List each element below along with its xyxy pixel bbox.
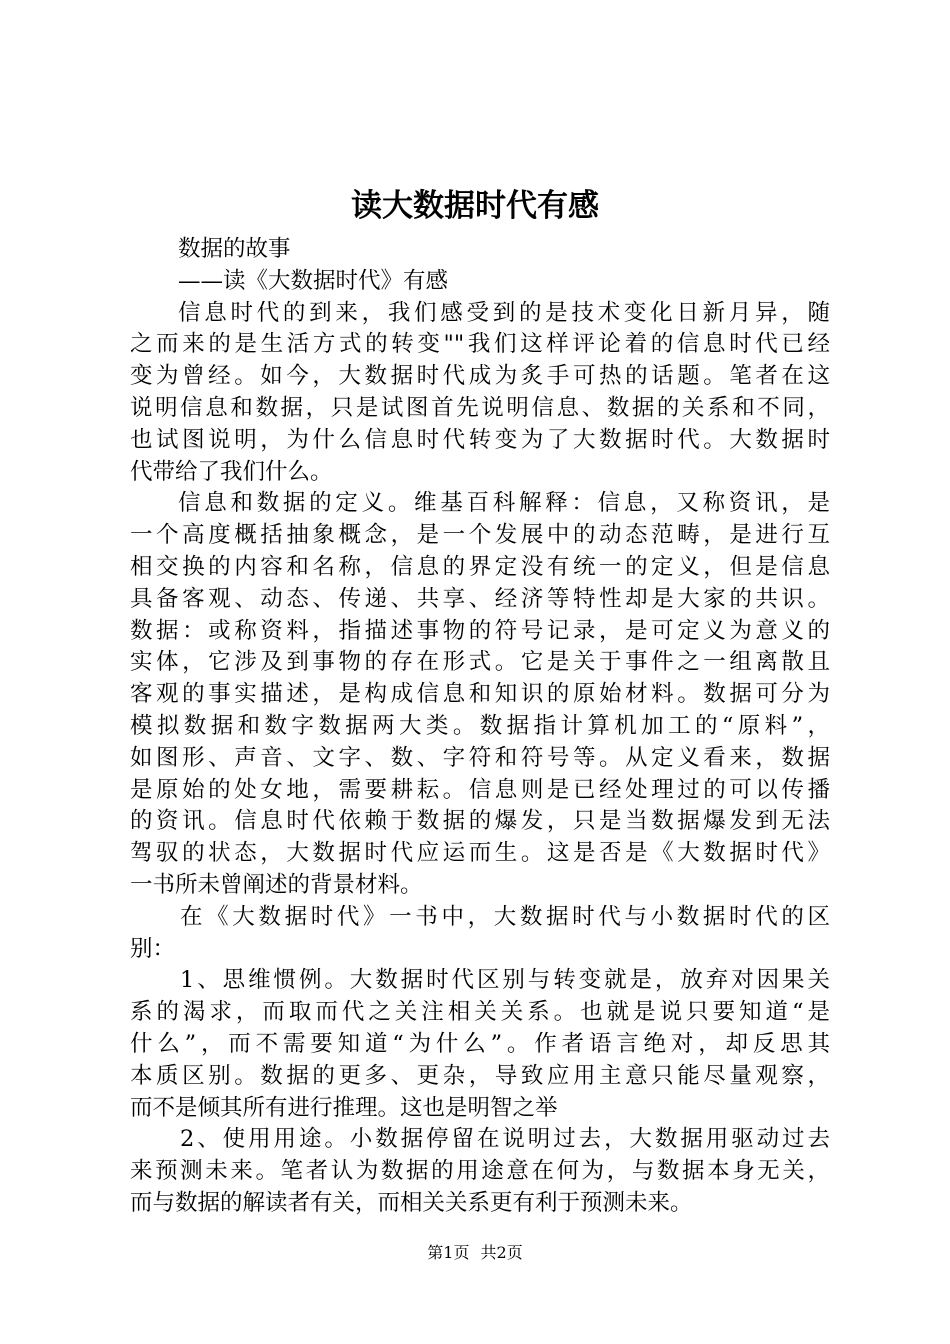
text-line: 一个高度概括抽象概念，是一个发展中的动态范畴，是进行互 bbox=[130, 522, 830, 549]
text-line: 系的渴求，而取而代之关注相关关系。也就是说只要知道“是 bbox=[130, 999, 830, 1026]
text-line: 来预测未来。笔者认为数据的用途意在何为，与数据本身无关， bbox=[130, 1158, 830, 1185]
text-line: 而不是倾其所有进行推理。这也是明智之举 bbox=[130, 1094, 558, 1121]
text-line: 数据：或称资料，指描述事物的符号记录，是可定义为意义的 bbox=[130, 617, 830, 644]
text-line: 的资讯。信息时代依赖于数据的爆发，只是当数据爆发到无法 bbox=[130, 808, 830, 835]
text-line: 客观的事实描述，是构成信息和知识的原始材料。数据可分为 bbox=[130, 681, 830, 708]
text-line: 实体，它涉及到事物的存在形式。它是关于事件之一组离散且 bbox=[130, 649, 830, 676]
text-line: 2、使用用途。小数据停留在说明过去，大数据用驱动过去 bbox=[180, 1126, 830, 1153]
text-line: 而与数据的解读者有关，而相关关系更有利于预测未来。 bbox=[130, 1189, 693, 1216]
page-footer bbox=[0, 1241, 950, 1265]
document-title: 读大数据时代有感 bbox=[351, 188, 599, 224]
text-line: 一书所未曾阐述的背景材料。 bbox=[130, 871, 423, 898]
text-line: 驾驭的状态，大数据时代应运而生。这是否是《大数据时代》 bbox=[130, 840, 830, 867]
text-line: 也试图说明，为什么信息时代转变为了大数据时代。大数据时 bbox=[130, 426, 830, 453]
text-line: 说明信息和数据，只是试图首先说明信息、数据的关系和不同， bbox=[130, 394, 830, 421]
text-line: 之而来的是生活方式的转变""我们这样评论着的信息时代已经 bbox=[130, 331, 830, 358]
text-line: 数据的故事 bbox=[178, 236, 291, 262]
text-line: 变为曾经。如今，大数据时代成为炙手可热的话题。笔者在这 bbox=[130, 363, 830, 390]
text-line: 如图形、声音、文字、数、字符和符号等。从定义看来，数据 bbox=[130, 744, 830, 771]
text-line: 信息和数据的定义。维基百科解释：信息，又称资讯，是 bbox=[178, 490, 830, 517]
text-line: 模拟数据和数字数据两大类。数据指计算机加工的“原料”， bbox=[130, 712, 830, 739]
text-line: 是原始的处女地，需要耕耘。信息则是已经处理过的可以传播 bbox=[130, 776, 830, 803]
text-line: 具备客观、动态、传递、共享、经济等特性却是大家的共识。 bbox=[130, 585, 830, 612]
page-number: 第1页 bbox=[427, 1243, 470, 1262]
text-line: 相交换的内容和名称，信息的界定没有统一的定义，但是信息 bbox=[130, 553, 830, 580]
text-line: 代带给了我们什么。 bbox=[130, 458, 333, 485]
text-line: ——读《大数据时代》有感 bbox=[178, 267, 449, 294]
text-line: 1、思维惯例。大数据时代区别与转变就是，放弃对因果关 bbox=[180, 967, 830, 994]
page-total: 共2页 bbox=[480, 1243, 523, 1262]
text-line: 什么”，而不需要知道“为什么”。作者语言绝对，却反思其 bbox=[130, 1030, 830, 1057]
text-line: 本质区别。数据的更多、更杂，导致应用主意只能尽量观察， bbox=[130, 1062, 830, 1089]
document-body bbox=[130, 234, 830, 1220]
text-line: 在《大数据时代》一书中，大数据时代与小数据时代的区 bbox=[180, 903, 830, 930]
text-line: 信息时代的到来，我们感受到的是技术变化日新月异，随 bbox=[178, 299, 830, 326]
text-line: 别： bbox=[130, 935, 176, 962]
